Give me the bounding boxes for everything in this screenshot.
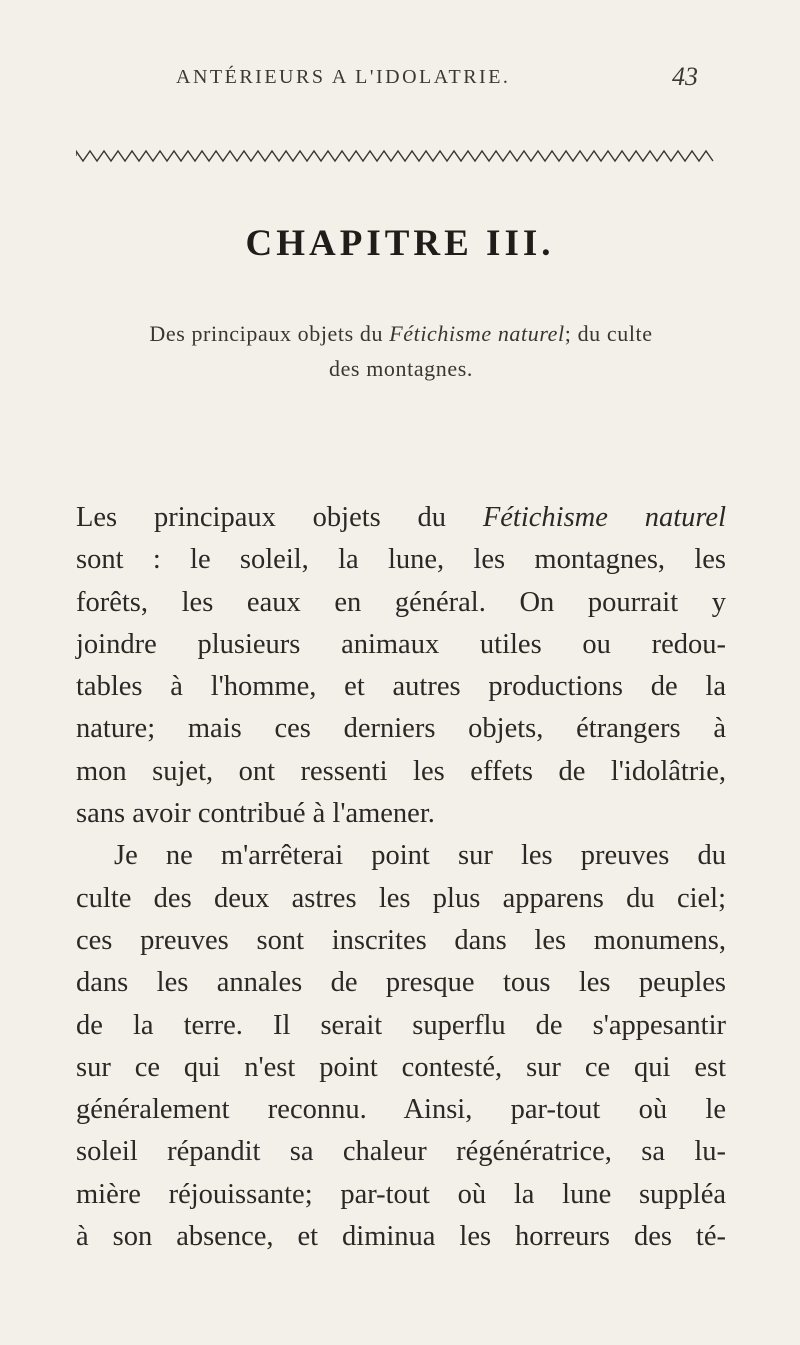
page-number: 43 <box>672 62 698 91</box>
text-line-last: sans avoir contribué à l'amener. <box>76 798 435 830</box>
text-line: tables à l'homme, et autres productions de la <box>76 671 726 703</box>
text-line: à son absence, et diminua les horreurs des té- <box>76 1221 726 1253</box>
text-line: Les principaux objets du Fétichisme naturel <box>76 502 726 533</box>
text-line: forêts, les eaux en général. On pourrait y <box>76 586 726 618</box>
chapter-title: CHAPITRE III. <box>245 223 555 264</box>
text-line: mon sujet, ont ressenti les effets de l'idolâtrie, <box>76 755 726 787</box>
text-line: nature; mais ces derniers objets, étrangers à <box>76 713 726 745</box>
text-line: mière réjouissante; par-tout où la lune suppléa <box>76 1178 726 1210</box>
text-line: sur ce qui n'est point contesté, sur ce qui est <box>76 1051 726 1083</box>
summary-line: des montagnes. <box>328 356 474 381</box>
text-line: de la terre. Il serait superflu de s'appesantir <box>76 1009 726 1041</box>
text-line: généralement reconnu. Ainsi, par-tout où le <box>76 1094 726 1126</box>
running-head: ANTÉRIEURS A L'IDOLATRIE. <box>176 66 511 88</box>
decorative-rule <box>76 148 714 164</box>
text-line: Je ne m'arrêterai point sur les preuves du <box>114 840 726 872</box>
text-line: ces preuves sont inscrites dans les monumens, <box>76 924 726 956</box>
text-line: dans les annales de presque tous les peuples <box>76 967 726 999</box>
text-line: sont : le soleil, la lune, les montagnes, les <box>76 544 726 576</box>
text-line: culte des deux astres les plus apparens du ciel; <box>76 882 726 914</box>
text-line: joindre plusieurs animaux utiles ou redou- <box>76 628 726 660</box>
summary-line: Des principaux objets du Fétichisme naturel; du culte <box>149 321 653 346</box>
text-line: soleil répandit sa chaleur régénératrice, sa lu- <box>76 1136 726 1168</box>
body-text <box>76 497 726 1258</box>
chapter-summary <box>76 316 726 386</box>
